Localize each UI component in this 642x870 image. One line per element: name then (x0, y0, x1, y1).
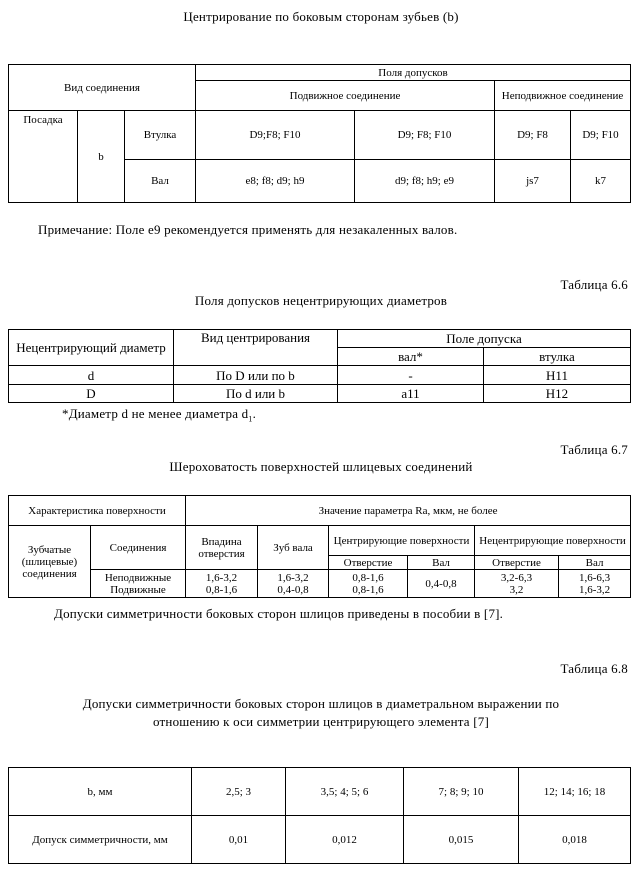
header-hole: Отверстие (329, 556, 408, 570)
table-6-7-title: Шероховатость поверхностей шлицевых соединений (169, 459, 473, 474)
header-ra-value: Значение параметра Ra, мкм, не более (186, 496, 631, 526)
shaft-value: e8; f8; d9; h9 (196, 160, 355, 203)
shaft-value: js7 (495, 160, 571, 203)
table-6-7-label: Таблица 6.7 (560, 442, 628, 457)
cell-line: 1,6-3,2 (578, 583, 611, 596)
table-cell (559, 570, 631, 598)
header-shaft: Вал (408, 556, 475, 570)
table-cell: 0,015 (404, 816, 519, 864)
table-cell: H12 (484, 385, 631, 403)
table-6-6-label: Таблица 6.6 (560, 277, 628, 292)
table-cell: d (9, 366, 174, 385)
connection-types (91, 570, 186, 598)
table-6-7-note: Допуски симметричности боковых сторон шлицов приведены в пособии в [7]. (54, 606, 504, 621)
table-cell: 2,5; 3 (192, 768, 286, 816)
table1-title: Центрирование по боковым сторонам зубьев (b) (183, 9, 459, 24)
footnote-subscript: 1 (248, 414, 253, 424)
header-tolerance-fields: Поля допусков (196, 65, 631, 81)
table-cell: 3,5; 4; 5; 6 (286, 768, 404, 816)
footnote-end: . (252, 406, 257, 421)
table-cell (329, 570, 408, 598)
header-connection-type: Вид соединения (9, 65, 196, 111)
header-spline-connections: Зубчатые (шлицевые) соединения (9, 526, 91, 598)
table-cell (186, 570, 258, 598)
table-cell: H11 (484, 366, 631, 385)
cell-line: 1,6-3,2 (205, 571, 238, 584)
table-cell: a11 (338, 385, 484, 403)
cell-line: 0,8-1,6 (352, 583, 384, 596)
table-cell: 0,018 (519, 816, 631, 864)
table1-note: Примечание: Поле е9 рекомендуется применять для незакаленных валов. (38, 222, 458, 237)
table-6-6 (8, 329, 631, 403)
table-cell: 0,01 (192, 816, 286, 864)
header-connections: Соединения (91, 526, 186, 570)
movable-label: Подвижные (110, 583, 166, 596)
table-6-8 (8, 767, 631, 864)
table-6-6-title: Поля допусков нецентрирующих диаметров (194, 293, 448, 308)
table-cell: - (338, 366, 484, 385)
fit-label: Посадка (9, 111, 78, 203)
table-6-8-title-line1: Допуски симметричности боковых сторон шлицов в диаметральном выражении по (82, 696, 560, 711)
header-hole: Отверстие (475, 556, 559, 570)
header-noncentering-diameter: Нецентрирующий диаметр (9, 330, 174, 366)
cell-line: 3,2 (509, 583, 524, 596)
table-6-8-title-line2: отношению к оси симметрии центрирующего элемента [7] (153, 714, 489, 729)
table-cell (475, 570, 559, 598)
cell-line: 3,2-6,3 (500, 571, 533, 584)
hub-value: D9; F10 (571, 111, 631, 160)
footnote-text: *Диаметр d не менее диаметра d (62, 406, 249, 421)
cell-line: 1,6-3,2 (277, 571, 309, 584)
header-hub: втулка (484, 348, 631, 366)
table-cell (258, 570, 329, 598)
cell-line: 0,4-0,8 (277, 583, 309, 596)
cell-line: 0,8-1,6 (205, 583, 238, 596)
hub-value: D9; F8; F10 (355, 111, 495, 160)
shaft-label: Вал (125, 160, 196, 203)
header-tolerance-field: Поле допуска (338, 330, 631, 348)
table-6-8-label: Таблица 6.8 (560, 661, 628, 676)
table-cell: D (9, 385, 174, 403)
cell-line: 0,8-1,6 (352, 571, 384, 584)
header-shaft-tooth: Зуб вала (258, 526, 329, 570)
cell-line: 1,6-6,3 (578, 571, 611, 584)
header-surface-characteristic: Характеристика поверхности (9, 496, 186, 526)
header-centering-type: Вид центрирования (174, 330, 338, 366)
fixed-label: Неподвижные (104, 571, 172, 584)
header-centering-surfaces: Центрирующие поверхности (329, 526, 475, 556)
header-fixed: Неподвижное соединение (495, 81, 631, 111)
header-movable: Подвижное соединение (196, 81, 495, 111)
table-cell: 12; 14; 16; 18 (519, 768, 631, 816)
header-noncentering-surfaces: Нецентрирующие поверхности (475, 526, 631, 556)
table-cell: 0,012 (286, 816, 404, 864)
header-shaft: вал* (338, 348, 484, 366)
table-cell: 7; 8; 9; 10 (404, 768, 519, 816)
table-6-7 (8, 495, 631, 598)
table-cell: По D или по b (174, 366, 338, 385)
hub-value: D9; F8 (495, 111, 571, 160)
header-b-mm: b, мм (9, 768, 192, 816)
table-centering-fits (8, 64, 631, 203)
shaft-value: d9; f8; h9; e9 (355, 160, 495, 203)
table-6-6-footnote (62, 406, 256, 422)
header-hole-hollow: Впадина отверстия (186, 526, 258, 570)
shaft-value: k7 (571, 160, 631, 203)
hub-label: Втулка (125, 111, 196, 160)
hub-value: D9;F8; F10 (196, 111, 355, 160)
header-symmetry-tolerance: Допуск симметричности, мм (9, 816, 192, 864)
header-shaft: Вал (559, 556, 631, 570)
table-cell: 0,4-0,8 (408, 570, 475, 598)
b-label: b (78, 111, 125, 203)
table-cell: По d или b (174, 385, 338, 403)
